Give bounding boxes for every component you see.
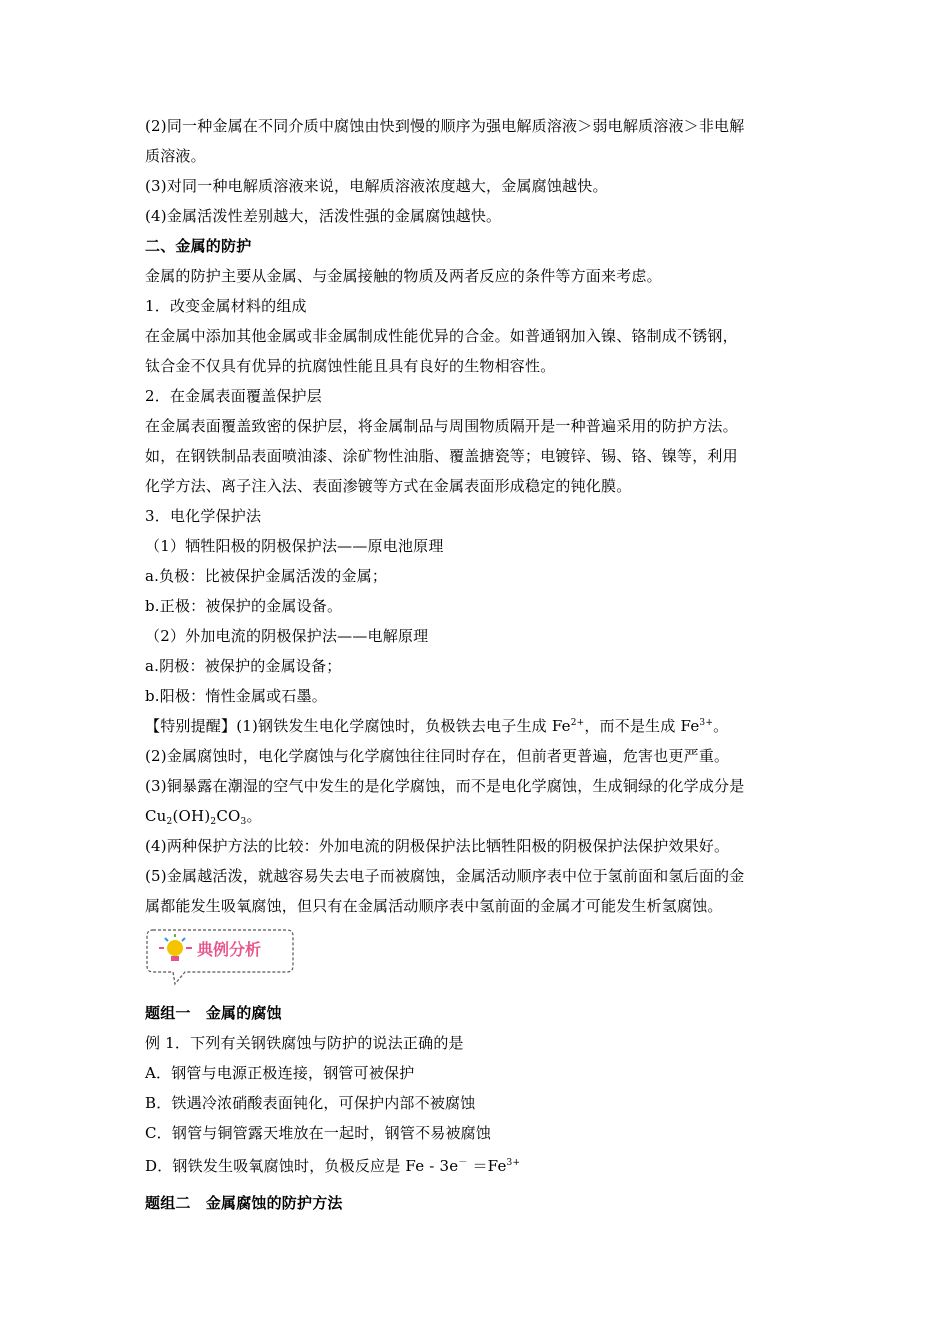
paragraph-line: （1）牺牲阳极的阴极保护法——原电池原理 (145, 537, 444, 555)
tip-text: 。 (713, 717, 729, 735)
option-a: A．钢管与电源正极连接，钢管可被保护 (145, 1064, 415, 1082)
tip-line: (3)铜暴露在潮湿的空气中发生的是化学腐蚀，而不是电化学腐蚀，生成铜绿的化学成分是 (145, 777, 745, 795)
option-d-text: D．钢铁发生吸氧腐蚀时，负极反应是 (145, 1157, 406, 1175)
formula-text: Cu (145, 807, 167, 825)
tip-line: (2)金属腐蚀时，电化学腐蚀与化学腐蚀往往同时存在，但前者更普遍，危害也更严重。 (145, 747, 730, 765)
formula-subscript: 3 (240, 817, 247, 827)
formula-text: (OH) (172, 807, 211, 825)
option-d (145, 1156, 520, 1176)
formula-text: CO (216, 807, 241, 825)
formula-subscript: 2 (166, 817, 173, 827)
paragraph-line: 如，在钢铁制品表面喷油漆、涂矿物性油脂、覆盖搪瓷等；电镀锌、锡、铬、镍等，利用 (145, 447, 738, 465)
tip-text: 【特别提醒】(1)钢铁发生电化学腐蚀时，负极铁去电子生成 Fe (145, 717, 571, 735)
subheading: 3．电化学保护法 (145, 507, 262, 525)
section-heading: 二、金属的防护 (145, 237, 252, 255)
equation: Fe - 3e (405, 1157, 459, 1175)
tip-text: ，而不是生成 Fe (584, 717, 700, 735)
charge-superscript: 3+ (699, 718, 714, 728)
paragraph-line: 在金属表面覆盖致密的保护层，将金属制品与周围物质隔开是一种普遍采用的防护方法。 (145, 417, 738, 435)
formula-text: 。 (246, 807, 262, 825)
option-c: C．钢管与铜管露天堆放在一起时，钢管不易被腐蚀 (145, 1124, 492, 1142)
paragraph-line: (4)金属活泼性差别越大，活泼性强的金属腐蚀越快。 (145, 207, 502, 225)
paragraph-line: 化学方法、离子注入法、表面渗镀等方式在金属表面形成稳定的钝化膜。 (145, 477, 632, 495)
badge-label: 典例分析 (197, 940, 262, 959)
question-text: 例 1．下列有关钢铁腐蚀与防护的说法正确的是 (145, 1034, 464, 1052)
tip-line (145, 716, 728, 736)
paragraph-line: (2)同一种金属在不同介质中腐蚀由快到慢的顺序为强电解质溶液＞弱电解质溶液＞非电解 (145, 117, 745, 135)
paragraph-line: 金属的防护主要从金属、与金属接触的物质及两者反应的条件等方面来考虑。 (145, 267, 662, 285)
subheading: 1．改变金属材料的组成 (145, 297, 307, 315)
paragraph-line: b.阳极：惰性金属或石墨。 (145, 687, 327, 705)
option-b: B．铁遇冷浓硝酸表面钝化，可保护内部不被腐蚀 (145, 1094, 476, 1112)
charge-superscript: 2+ (570, 718, 585, 728)
badge-frame (145, 928, 295, 986)
formula-subscript: 2 (210, 817, 217, 827)
equation: ＝Fe (467, 1157, 507, 1175)
group-title: 题组一 金属的腐蚀 (145, 1004, 282, 1022)
paragraph-line: b.正极：被保护的金属设备。 (145, 597, 343, 615)
group-title: 题组二 金属腐蚀的防护方法 (145, 1194, 343, 1212)
tip-line: 属都能发生吸氧腐蚀，但只有在金属活动顺序表中氢前面的金属才可能发生析氢腐蚀。 (145, 897, 723, 915)
tip-line: (4)两种保护方法的比较：外加电流的阴极保护法比牺牲阳极的阴极保护法保护效果好。 (145, 837, 730, 855)
paragraph-line: （2）外加电流的阴极保护法——电解原理 (145, 627, 429, 645)
equation-superscript: － (458, 1158, 468, 1168)
paragraph-line: a.阴极：被保护的金属设备； (145, 657, 342, 675)
formula-line (145, 806, 262, 826)
paragraph-line: a.负极：比被保护金属活泼的金属； (145, 567, 388, 585)
equation-superscript: 3+ (506, 1158, 521, 1168)
paragraph-line: (3)对同一种电解质溶液来说，电解质溶液浓度越大，金属腐蚀越快。 (145, 177, 608, 195)
tip-line: (5)金属越活泼，就越容易失去电子而被腐蚀，金属活动顺序表中位于氢前面和氢后面的金 (145, 867, 745, 885)
paragraph-line: 在金属中添加其他金属或非金属制成性能优异的合金。如普通钢加入镍、铬制成不锈钢， (145, 327, 738, 345)
paragraph-line: 质溶液。 (145, 147, 206, 165)
subheading: 2．在金属表面覆盖保护层 (145, 387, 322, 405)
example-analysis-badge (145, 928, 295, 986)
paragraph-line: 钛合金不仅具有优异的抗腐蚀性能且具有良好的生物相容性。 (145, 357, 556, 375)
